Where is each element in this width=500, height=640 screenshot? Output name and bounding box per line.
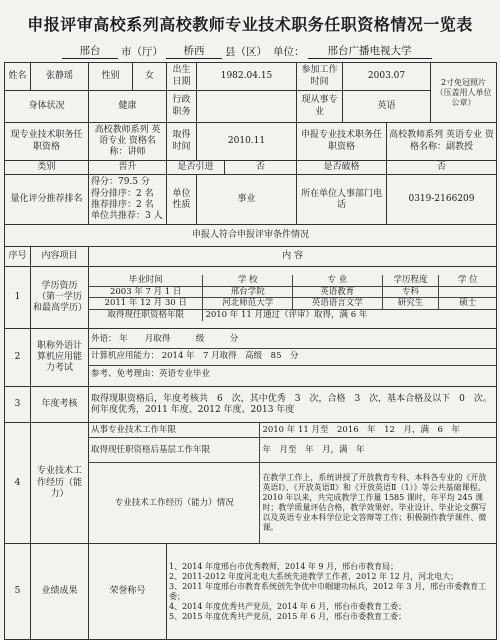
foreign-content bbox=[89, 329, 497, 387]
conditions-header: 申报人符合申报评审条件情况 bbox=[5, 225, 497, 247]
career-no: 4 bbox=[5, 423, 31, 544]
score-line: 得分排序：2 名 bbox=[91, 188, 154, 199]
table-cell: 邢台学院 bbox=[203, 286, 293, 298]
career-table bbox=[89, 423, 496, 543]
list-item: 5、2015 年度优秀共产党员，2015 年 6 月，邢台市委教育工委； bbox=[169, 611, 407, 621]
education-header-row bbox=[89, 275, 496, 286]
score-details bbox=[89, 175, 167, 225]
grassroots-value: 年 月至 年 月，满 年 bbox=[260, 438, 496, 463]
computer-value: 2014 年 7 月取得 高级 85 分 bbox=[161, 351, 299, 362]
item-label: 内容项目 bbox=[31, 247, 89, 267]
obtain-label: 取得时间 bbox=[167, 123, 197, 161]
list-item: 1、2014 年度邢台市优秀教师，2014 年 9 月，邢台市教育局； bbox=[169, 561, 399, 571]
foreign-label: 职称外语计算机应用能力考试 bbox=[31, 329, 89, 387]
county-value: 桥西 bbox=[166, 43, 222, 59]
phone-value: 0319-2166209 bbox=[387, 175, 497, 225]
achievements-label: 业绩成果 bbox=[31, 544, 89, 640]
county-suffix: 县（区） bbox=[225, 46, 267, 58]
honor-list bbox=[167, 544, 497, 640]
career-desc-text: 在教学工作上，系统讲授了开放教育专科、本科各专业的《开放英语Ⅰ》、《开放英语Ⅱ》和《开放英语Ⅱ（1）》等公共基础课程。2010 年以来，共完成教学工作量 1585 课时，年平均 245 课时；教学质量评估合格，教学效果好。毕业设计、毕业论文撰写以及英语专业本科学位论文答辩等工作；积极制作教学课件、微课。 bbox=[260, 463, 496, 544]
score-line: 推荐排序：2 名 bbox=[91, 199, 154, 210]
category-label: 类别 bbox=[5, 161, 89, 175]
grassroots-label: 取得现任职资格后基层工作年限 bbox=[89, 438, 260, 463]
career-label: 专业技术工作经历（能力） bbox=[31, 423, 89, 544]
language-exam bbox=[89, 332, 496, 349]
photo-placeholder: 2寸免冠照片（压盖用人单位公章） bbox=[431, 63, 497, 123]
table-cell bbox=[439, 286, 496, 298]
list-item: 3、2011 年度邢台市教育系统创先争优中巾帼建功标兵，2012 年 3 月，邢台市委教育工委； bbox=[169, 581, 487, 601]
col-header: 学历程度 bbox=[382, 275, 439, 286]
table-row bbox=[89, 286, 496, 298]
career-years-label: 从事专业技术工作年限 bbox=[89, 423, 260, 438]
career-desc-label: 专业技术工作经历（能力）情况 bbox=[89, 463, 260, 544]
table-row bbox=[89, 423, 496, 438]
score-line: 单位共推荐：3 人 bbox=[91, 211, 163, 221]
annual-label: 年度考核 bbox=[31, 387, 89, 423]
table-row bbox=[89, 309, 496, 320]
table-row bbox=[89, 348, 496, 365]
col-header: 专 业 bbox=[292, 275, 382, 286]
health-label: 身体状况 bbox=[5, 91, 89, 123]
birth-label: 出生日期 bbox=[167, 63, 197, 91]
table-cell: 研究生 bbox=[382, 298, 439, 310]
admin-label: 行政职务 bbox=[167, 91, 197, 123]
col-header: 学 校 bbox=[203, 275, 293, 286]
score-label: 量化评分推荐排名 bbox=[5, 175, 89, 225]
pass-value: 否 bbox=[387, 161, 497, 175]
col-header: 学 位 bbox=[439, 275, 496, 286]
gender-label: 性别 bbox=[89, 63, 133, 91]
seq-label: 序号 bbox=[5, 247, 31, 267]
unit-label: 单位： bbox=[273, 46, 305, 58]
health-value: 健康 bbox=[89, 91, 167, 123]
pass-label: 是否破格 bbox=[297, 161, 387, 175]
table-cell: 2003 年 7 月 1 日 bbox=[89, 286, 203, 298]
honor-label: 荣誉称号 bbox=[89, 544, 167, 640]
col-header: 毕业时间 bbox=[89, 275, 203, 286]
current-work-value: 英语 bbox=[343, 91, 431, 123]
admin-value bbox=[197, 91, 297, 123]
table-cell: 2011 年 12 月 30 日 bbox=[89, 298, 203, 310]
foreign-table bbox=[89, 332, 496, 384]
unit-value: 邢台广播电视大学 bbox=[308, 43, 432, 59]
exempt-reason: 参考、免考理由：英语专业毕业 bbox=[89, 365, 496, 384]
table-row bbox=[89, 365, 496, 384]
score-line: 得分：79.5 分 bbox=[91, 177, 150, 188]
career-content bbox=[89, 423, 497, 544]
table-cell: 英语语言文学 bbox=[292, 298, 382, 310]
unit-line bbox=[4, 43, 496, 59]
name-value: 张静瑶 bbox=[31, 63, 89, 91]
language-value: 年 月取得 级 分 bbox=[119, 334, 239, 345]
apply-title-label: 申报专业技术职务任职资格 bbox=[297, 123, 387, 161]
current-qual-label: 取得现任职资格年限 bbox=[89, 309, 203, 320]
table-cell: 河北师范大学 bbox=[203, 298, 293, 310]
foreign-no: 2 bbox=[5, 329, 31, 387]
table-row bbox=[89, 332, 496, 349]
table-row bbox=[89, 298, 496, 310]
education-table bbox=[89, 275, 496, 321]
computer-label: 计算机应用能力： bbox=[91, 351, 160, 362]
achievements-no: 5 bbox=[5, 544, 31, 640]
annual-text: 取得现职资格后，年度考核共 6 次，其中优秀 3 次，合格 3 次，基本合格及以下 0 次。何年度优秀，2011 年度、2012 年度、2013 年度 bbox=[89, 387, 497, 423]
table-cell: 专科 bbox=[382, 286, 439, 298]
work-date-label: 参加工作时间 bbox=[297, 63, 343, 91]
language-label: 外语： bbox=[91, 334, 117, 345]
list-item: 4、2014 年度优秀共产党员，2014 年 6 月，邢台市委教育工委； bbox=[169, 601, 407, 611]
city-value: 邢台 bbox=[62, 43, 118, 59]
apply-title-value: 高校教师系列 英语专业 资格名称：副教授 bbox=[387, 123, 497, 161]
current-qual-value: 2010 年 11 月通过（评审）取得，满 6 年 bbox=[203, 309, 496, 320]
current-work-label: 现从事专业 bbox=[297, 91, 343, 123]
qualification-table bbox=[4, 62, 497, 640]
repeat-label: 是否引进 bbox=[167, 161, 225, 175]
name-label: 姓名 bbox=[5, 63, 31, 91]
city-suffix: 市（厅） bbox=[121, 46, 163, 58]
category-value: 晋升 bbox=[89, 161, 167, 175]
table-cell: 硕士 bbox=[439, 298, 496, 310]
table-row bbox=[89, 463, 496, 544]
repeat-value: 否 bbox=[225, 161, 297, 175]
obtain-value: 2010.11 bbox=[197, 123, 297, 161]
current-title-value: 高校教师系列 英语专业 资格名称：讲师 bbox=[89, 123, 167, 161]
current-title-label: 现专业技术职务任职资格 bbox=[5, 123, 89, 161]
list-item: 2、2011-2012 年度河北电大系统先进教学工作者，2012 年 12 月，河北电大； bbox=[169, 571, 459, 581]
document-title: 申报评审高校系列高校教师专业技术职务任职资格情况一览表 bbox=[27, 15, 473, 34]
work-date-value: 2003.07 bbox=[343, 63, 431, 91]
phone-label: 所在单位人事部门电话 bbox=[297, 175, 387, 225]
computer-exam bbox=[89, 348, 496, 365]
content-label: 内 容 bbox=[89, 247, 497, 267]
gender-value: 女 bbox=[133, 63, 167, 91]
table-cell: 英语教育 bbox=[292, 286, 382, 298]
birth-value: 1982.04.15 bbox=[197, 63, 297, 91]
career-years-value: 2010 年 11 月至 2016 年 12 月，满 6 年 bbox=[260, 423, 496, 438]
education-label: 学历资历（第一学历和最高学历） bbox=[31, 267, 89, 329]
education-content bbox=[89, 267, 497, 329]
annual-no: 3 bbox=[5, 387, 31, 423]
table-row bbox=[89, 438, 496, 463]
unit-nature-label: 单位性质 bbox=[167, 175, 197, 225]
unit-nature-value: 事业 bbox=[197, 175, 297, 225]
education-no: 1 bbox=[5, 267, 31, 329]
